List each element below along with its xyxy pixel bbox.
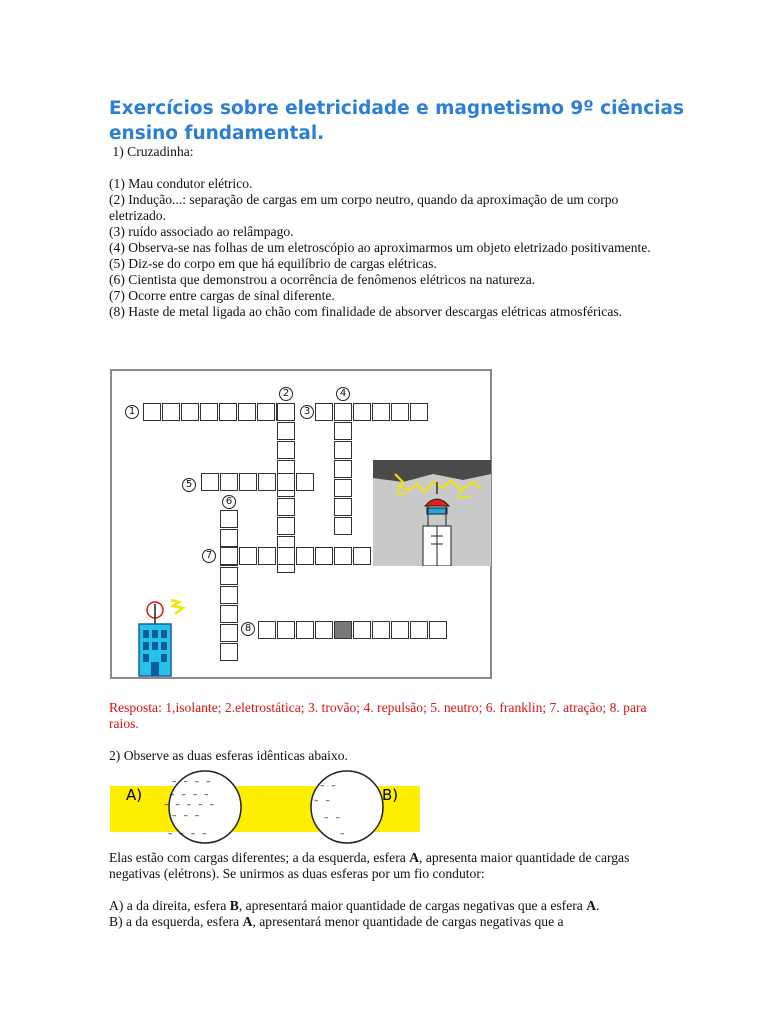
crossword-cell — [220, 605, 238, 623]
statement-bold-a: A — [409, 850, 420, 865]
crossword-cell — [353, 621, 371, 639]
crossword-cell — [238, 403, 256, 421]
building-lightning-rod-illustration — [137, 598, 189, 678]
crossword-cell — [429, 621, 447, 639]
question-1-block — [109, 144, 669, 320]
crossword-cell — [220, 473, 238, 491]
crossword-cell — [143, 403, 161, 421]
crossword-cell — [220, 510, 238, 528]
option-b — [109, 914, 669, 930]
crossword-cell — [296, 621, 314, 639]
svg-text:– – –: – – – — [172, 811, 202, 821]
crossword-cell — [220, 586, 238, 604]
crossword-cell — [277, 621, 295, 639]
svg-text:– – – –: – – – – — [170, 790, 211, 800]
clue-2: (2) Indução...: separação de cargas em um corpo neutro, quando da aproximação de um corpo eletrizado. — [109, 192, 619, 223]
clue-5: (5) Diz-se do corpo em que há equilíbrio de cargas elétricas. — [109, 256, 437, 271]
crossword-cell — [334, 498, 352, 516]
crossword-cell — [296, 547, 314, 565]
crossword-cell — [410, 403, 428, 421]
option-a-part-3: . — [596, 898, 600, 913]
page-title: Exercícios sobre eletricidade e magnetismo 9º ciências ensino fundamental. — [109, 98, 685, 144]
option-a-bold-2: A — [586, 898, 597, 913]
crossword-cell — [391, 621, 409, 639]
option-a-part-1: A) a da direita, esfera — [109, 898, 230, 913]
crossword-cell — [201, 473, 219, 491]
crossword-cell — [277, 498, 295, 516]
crossword-cell — [334, 422, 352, 440]
crossword-cell — [334, 479, 352, 497]
sphere-a-label: A) — [126, 786, 143, 804]
crossword-cell — [372, 403, 390, 421]
crossword-cell — [334, 403, 352, 421]
crossword-cell — [315, 547, 333, 565]
crossword-cell — [391, 403, 409, 421]
question-2-body — [109, 850, 669, 930]
crossword-cell — [277, 517, 295, 535]
question-1-heading: 1) Cruzadinha: — [109, 144, 194, 159]
crossword-cell — [277, 403, 295, 421]
option-b-part-2: , apresentará menor quantidade de cargas negativas que a — [252, 914, 564, 929]
sphere-b-label: B) — [382, 786, 399, 804]
crossword-cell — [181, 403, 199, 421]
crossword-cell — [239, 547, 257, 565]
crossword-number-4: 4 — [336, 387, 350, 401]
crossword-cell — [220, 547, 238, 565]
crossword-cell — [220, 529, 238, 547]
statement-part-1: Elas estão com cargas diferentes; a da esquerda, esfera — [109, 850, 410, 865]
crossword-cell — [277, 547, 295, 565]
crossword-cell — [257, 403, 275, 421]
svg-text:– –: – – — [324, 813, 342, 823]
option-b-bold-1: A — [242, 914, 253, 929]
crossword-cell — [220, 567, 238, 585]
crossword-cell — [277, 441, 295, 459]
option-a-part-2: , apresentará maior quantidade de cargas negativas que a esfera — [238, 898, 587, 913]
crossword-cell — [219, 403, 237, 421]
crossword-cell — [315, 621, 333, 639]
svg-text:–: – — [340, 829, 345, 839]
lightning-scene-illustration — [373, 460, 491, 566]
crossword-cell — [372, 621, 390, 639]
statement-part-2: , apresenta maior quantidade de cargas negativas (elétrons). Se unirmos as duas esferas por um fio condutor: — [109, 850, 630, 881]
crossword-cell — [334, 460, 352, 478]
two-spheres-illustration — [110, 770, 420, 844]
crossword-cell — [277, 473, 295, 491]
clue-6: (6) Cientista que demonstrou a ocorrência de fenômenos elétricos na natureza. — [109, 272, 536, 287]
svg-text:– – – –: – – – – — [172, 777, 213, 787]
crossword-cell — [334, 547, 352, 565]
crossword-number-3: 3 — [300, 405, 314, 419]
option-a — [109, 898, 669, 914]
crossword-number-8: 8 — [241, 622, 255, 636]
crossword-cell — [277, 422, 295, 440]
crossword-number-2: 2 — [279, 387, 293, 401]
option-b-part-1: B) a da esquerda, esfera — [109, 914, 243, 929]
clue-3: (3) ruído associado ao relâmpago. — [109, 224, 294, 239]
crossword-cell — [220, 643, 238, 661]
crossword-cell — [258, 473, 276, 491]
svg-text:– –: – – — [320, 781, 338, 791]
crossword-number-7: 7 — [202, 549, 216, 563]
crossword-number-1: 1 — [125, 405, 139, 419]
option-a-bold-1: B — [229, 898, 239, 913]
crossword-cell — [410, 621, 428, 639]
crossword-cell — [353, 403, 371, 421]
question-2-heading: 2) Observe as duas esferas idênticas abaixo. — [109, 748, 348, 763]
question-2-statement — [109, 850, 669, 882]
crossword-number-6: 6 — [222, 495, 236, 509]
crossword-cell — [315, 403, 333, 421]
clue-4: (4) Observa-se nas folhas de um eletroscópio ao aproximarmos um objeto eletrizado positivamente. — [109, 240, 651, 255]
crossword-number-5: 5 — [182, 478, 196, 492]
crossword-cell — [296, 473, 314, 491]
clue-7: (7) Ocorre entre cargas de sinal diferente. — [109, 288, 335, 303]
crossword-cell — [239, 473, 257, 491]
crossword-cell — [353, 547, 371, 565]
crossword-cell — [334, 441, 352, 459]
crossword-cell — [258, 547, 276, 565]
crossword-cell — [334, 621, 352, 639]
answer-text: Resposta: 1,isolante; 2.eletrostática; 3. trovão; 4. repulsão; 5. neutro; 6. franklin; 7. atração; 8. para raios. — [109, 700, 647, 731]
crossword-cell — [200, 403, 218, 421]
svg-text:– – – – –: – – – – – — [164, 800, 216, 810]
svg-text:– – – –: – – – – — [168, 829, 209, 839]
clue-1: (1) Mau condutor elétrico. — [109, 176, 253, 191]
crossword-cell — [258, 621, 276, 639]
clue-8: (8) Haste de metal ligada ao chão com finalidade de absorver descargas elétricas atmosféricas. — [109, 304, 623, 319]
svg-text:– –: – – — [314, 796, 332, 806]
crossword-cell — [220, 624, 238, 642]
crossword-cell — [334, 517, 352, 535]
crossword-cell — [162, 403, 180, 421]
